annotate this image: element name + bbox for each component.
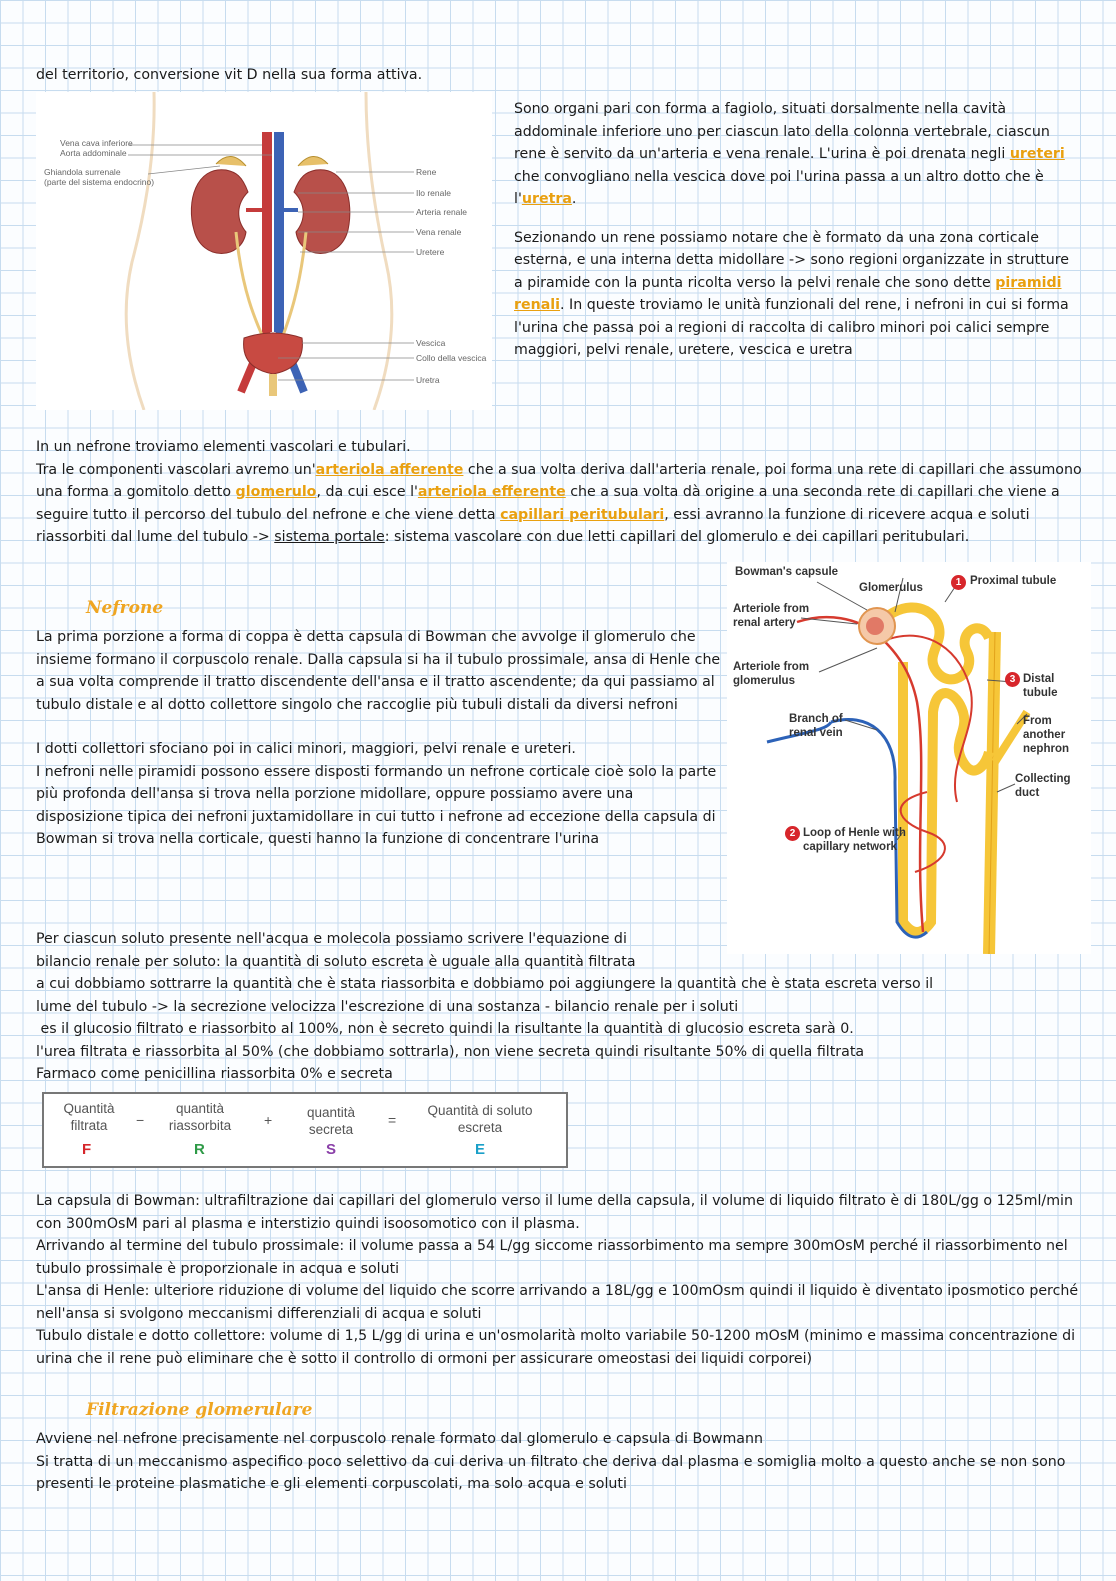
volumi-paragraph-1: La capsula di Bowman: ultrafiltrazione dai capillari del glomerulo verso il lume della capsula, il volume di liquido filtrato è di 180L/gg o 125ml/min con 300mOsM pari al plasma e interstizio quindi isoosomotico con il plasma. <box>36 1193 1073 1232</box>
organs-text <box>514 98 1082 362</box>
label-bowman: Bowman's capsule <box>735 566 839 578</box>
bilancio-line-3: a cui dobbiamo sottrarre la quantità che è stata riassorbita e dobbiamo poi aggiungere la quantità che è stata escreta verso il <box>36 976 934 992</box>
bilancio-line-5: es il glucosio filtrato e riassorbito al 100%, non è secreto quindi la risultante la quantità di glucosio escreta sarà 0. <box>36 1021 854 1037</box>
badge-1: 1 <box>951 575 966 590</box>
vascular-line-1: In un nefrone troviamo elementi vascolari e tubulari. <box>36 439 411 455</box>
label-rene: Rene <box>416 167 437 177</box>
label-uretra: Uretra <box>416 375 440 385</box>
organs-paragraph-1: Sono organi pari con forma a fagiolo, situati dorsalmente nella cavità addominale inferiore uno per ciascun lato della colonna vertebrale, ciascun rene è servito da un'arteria e vena renale. L'urina è poi drenata negli ureteri che convogliano nella vescica dove poi l'urina passa a un altro dotto che è l'uretra. <box>514 101 1065 207</box>
vascular-text <box>36 436 1086 549</box>
filtrazione-paragraph-1: Avviene nel nefrone precisamente nel corpuscolo renale formato dal glomerulo e capsula di Bowmann <box>36 1431 763 1447</box>
label-from-another: From another nephron <box>1023 715 1069 755</box>
label-ilo: Ilo renale <box>416 188 451 198</box>
label-vescica: Vescica <box>416 338 446 348</box>
eq-letter-s: S <box>326 1141 337 1158</box>
eq-minus: − <box>136 1112 145 1128</box>
label-aorta: Aorta addominale <box>60 148 127 158</box>
eq-letter-f: F <box>82 1141 92 1158</box>
label-distal: Distal tubule <box>1023 673 1058 699</box>
label-collo-vescica: Collo della vescica <box>416 353 487 363</box>
bilancio-line-7: Farmaco come penicillina riassorbita 0% e secreta <box>36 1066 393 1082</box>
vascular-paragraph: Tra le componenti vascolari avremo un'arteriola afferente che a sua volta deriva dall'arteria renale, poi forma una rete di capillari che assumono una forma a gomitolo detto glomerulo, da cui esce l'arteriola efferente che a sua volta dà origine a una seconda rete di capillari che viene a seguire tutto il percorso del tubulo del nefrone e che viene detta capillari peritubulari, essi avranno la funzione di ricevere acqua e soluti riassorbiti dal lume del tubulo -> sistema portale: sistema vascolare con due letti capillari del glomerulo e dei capillari peritubulari. <box>36 461 1082 545</box>
label-proximal: Proximal tubule <box>970 575 1057 587</box>
label-arteriole-glomerulus: Arteriole from glomerulus <box>733 661 810 687</box>
eq-letter-r: R <box>194 1141 205 1158</box>
label-collecting: Collecting duct <box>1015 773 1071 799</box>
label-vena: Vena renale <box>416 227 462 237</box>
eq-plus: + <box>264 1112 273 1128</box>
label-arteriole-renal: Arteriole from renal artery <box>733 603 810 629</box>
eq-riassorbita: quantità riassorbita <box>168 1101 232 1133</box>
label-ghiandola: Ghiandola surrenale <box>44 167 121 177</box>
eq-secreta: quantità secreta <box>306 1105 356 1137</box>
volumi-paragraph-2: Arrivando al termine del tubulo prossimale: il volume passa a 54 L/gg siccome riassorbimento ma sempre 300mOsM perché il riassorbimento nel tubulo prossimale è proporzionale in acqua e soluti <box>36 1238 1068 1277</box>
bilancio-line-6: l'urea filtrata e riassorbita al 50% (che dobbiamo sottrarla), non viene secreta quindi risultante 50% di quella filtrata <box>36 1043 865 1060</box>
intro-text <box>36 64 506 87</box>
label-glomerulus: Glomerulus <box>859 582 923 594</box>
bilancio-line-1: Per ciascun soluto presente nell'acqua e molecola possiamo scrivere l'equazione di <box>36 931 627 947</box>
nefrone-paragraph-1: La prima porzione a forma di coppa è detta capsula di Bowman che avvolge il glomerulo che insieme formano il corpuscolo renale. Dalla capsula si ha il tubulo prossimale, ansa di Henle che a sua volta comprende il tratto discendente dell'ansa e il tratto ascendente; da qui passiamo al tubulo distale e al dotto collettore singolo che raccoglie più tubuli distali da diversi nefroni <box>36 629 721 713</box>
renal-balance-equation <box>42 1092 568 1168</box>
label-endocrino: (parte del sistema endocrino) <box>44 177 155 187</box>
nefrone-paragraph-2: I dotti collettori sfociano poi in calici minori, maggiori, pelvi renale e ureteri. <box>36 741 576 757</box>
urinary-system-figure <box>36 92 492 410</box>
eq-equals: = <box>388 1112 397 1128</box>
heading-nefrone: Nefrone <box>86 598 164 618</box>
intro-line: del territorio, conversione vit D nella sua forma attiva. <box>36 67 423 83</box>
volumi-paragraph-4: Tubulo distale e dotto collettore: volume di 1,5 L/gg di urina e un'osmolarità molto variabile 50-1200 mOsM (minimo e massima concentrazione di urina che il rene può eliminare che è sotto il controllo di ormoni per assicurare omeostasi dei liquidi corporei) <box>36 1328 1076 1367</box>
nephron-figure <box>727 562 1091 954</box>
badge-2: 2 <box>785 826 800 841</box>
badge-3: 3 <box>1005 672 1020 687</box>
organs-paragraph-2: Sezionando un rene possiamo notare che è formato da una zona corticale esterna, e una interna detta midollare -> sono regioni organizzate in strutture a piramide con la punta ricolta verso la pelvi renale che sono dette piramidi renali. In queste troviamo le unità funzionali del rene, i nefroni in cui si forma l'urina che passa poi a regioni di raccolta di calibro minori poi calici sempre maggiori, pelvi renale, uretere, vescica e uretra <box>514 229 1069 358</box>
filtrazione-paragraph-2: Si tratta di un meccanismo aspecifico poco selettivo da cui deriva un filtrato che deriva dal plasma e somiglia molto a questo anche se non sono presenti le proteine plasmatiche e gli elementi corpuscolati, ma solo acqua e soluti <box>36 1453 1066 1492</box>
label-uretere: Uretere <box>416 247 445 257</box>
bilancio-line-2: bilancio renale per soluto: la quantità di soluto escreta è uguale alla quantità filtrata <box>36 953 636 970</box>
volumi-text <box>36 1190 1080 1370</box>
eq-letter-e: E <box>475 1141 486 1158</box>
nefrone-text <box>36 626 722 851</box>
eq-escreta: Quantità di soluto escreta <box>427 1103 533 1135</box>
bilancio-line-4: lume del tubulo -> la secrezione velocizza l'escrezione di una sostanza - bilancio renale per i soluti <box>36 998 739 1015</box>
nefrone-paragraph-3: I nefroni nelle piramidi possono essere disposti formando un nefrone corticale cioè solo la parte più profonda dell'ansa si trova nella porzione midollare, oppure possiamo avere una disposizione tipica dei nefroni juxtamidollare in cui tutto i nefrone ad eccezione della capsula di Bowman si trova nella corticale, questi hanno la funzione di concentrare l'urina <box>36 763 717 847</box>
label-branch-vein: Branch of renal vein <box>789 713 843 739</box>
heading-filtrazione: Filtrazione glomerulare <box>86 1400 313 1420</box>
label-arteria: Arteria renale <box>416 207 468 217</box>
label-vena-cava: Vena cava inferiore <box>60 138 133 148</box>
label-loop: Loop of Henle with capillary network <box>803 827 906 853</box>
eq-filtrata: Quantità filtrata <box>63 1101 115 1133</box>
filtrazione-text <box>36 1428 1080 1496</box>
bilancio-text <box>36 928 1096 1086</box>
volumi-paragraph-3: L'ansa di Henle: ulteriore riduzione di volume del liquido che scorre arrivando a 18L/gg e 100mOsm quindi il liquido è diventato iposmotico perché nell'ansa si svolgono meccanismi differenziali di acqua e soluti <box>36 1283 1079 1322</box>
